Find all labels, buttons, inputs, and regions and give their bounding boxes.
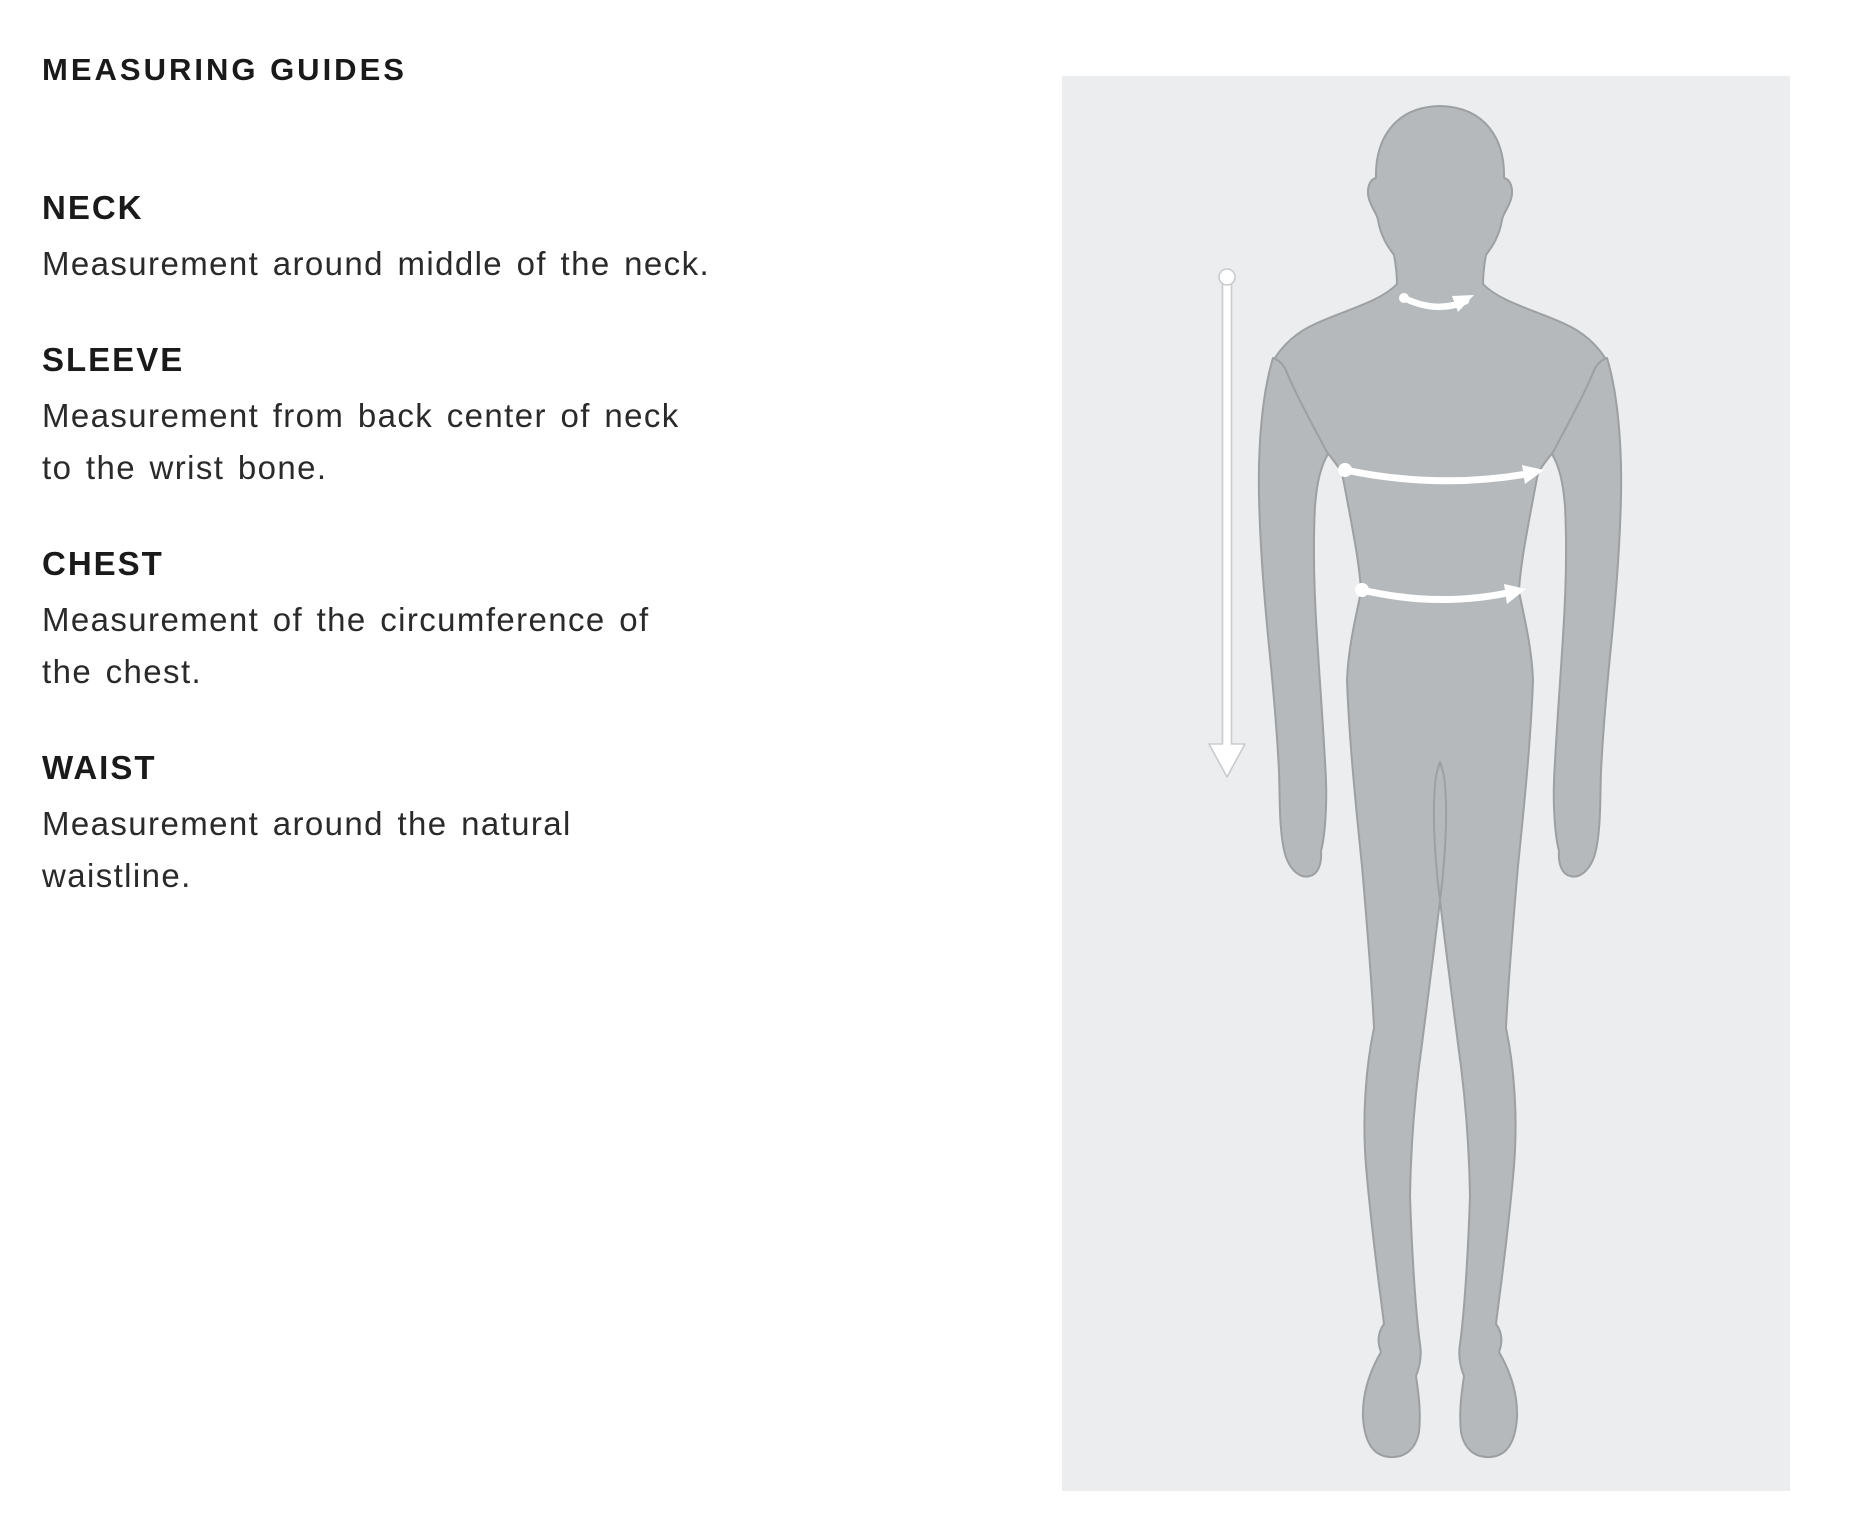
description-line: Measurement around middle of the neck. [42, 245, 711, 282]
section-description [42, 390, 902, 494]
description-line: Measurement around the natural [42, 805, 572, 842]
body-measurement-illustration [1062, 76, 1790, 1491]
section-heading-chest: CHEST [42, 545, 164, 582]
page-title: MEASURING GUIDES [42, 52, 407, 87]
section-waist [42, 748, 902, 902]
left-arm-silhouette [1259, 358, 1328, 877]
description-line: waistline. [42, 857, 192, 894]
description-line: the chest. [42, 653, 203, 690]
section-neck [42, 188, 902, 290]
guide-text-column [42, 52, 902, 952]
section-description [42, 594, 902, 698]
section-description [42, 798, 902, 902]
section-heading-sleeve: SLEEVE [42, 341, 185, 378]
description-line: Measurement of the circumference of [42, 601, 650, 638]
section-description [42, 238, 902, 290]
right-arm-silhouette [1552, 358, 1621, 877]
section-heading-waist: WAIST [42, 749, 157, 786]
section-sleeve [42, 340, 902, 494]
sleeve-length-arrow [1209, 269, 1245, 777]
section-heading-neck: NECK [42, 189, 144, 226]
body-silhouette-diagram [1062, 76, 1790, 1491]
description-line: Measurement from back center of neck [42, 397, 680, 434]
description-line: to the wrist bone. [42, 449, 328, 486]
section-chest [42, 544, 902, 698]
